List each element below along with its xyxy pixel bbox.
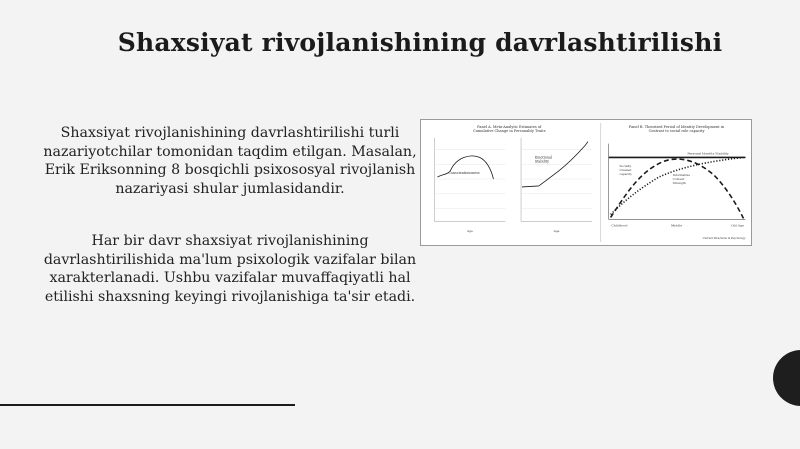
socially-created-label-3: capacity [619,172,632,177]
context-strength-label-1: Informative [672,173,690,178]
emotional-stability-label-1: Emotional [534,155,553,160]
socially-created-label-1: Socially [619,164,632,169]
panel-a-left-plot [434,138,505,233]
context-strength-label-3: Strength [672,180,686,185]
panel-b-title-2: Contrast to social role capacity [648,128,705,133]
figure-footer: Current Directions in Psychology [702,237,746,241]
panel-a-right-plot [521,138,592,233]
slide-title: Shaxsiyat rivojlanishining davrlashtirilishi [117,28,723,57]
x-tick-middle: Middle [671,223,683,228]
identity-stability-label: Personal Identity Stability [687,151,729,156]
emotional-stability-label-2: Stability [534,159,549,164]
x-tick-childhood: Childhood [611,223,628,228]
panel-a-title-1: Panel A. Meta-Analytic Estimates of [477,124,542,129]
conscientiousness-label: Conscientiousness [448,171,480,176]
panel-b-plot [609,144,746,240]
intro-paragraph: Shaxsiyat rivojlanishining davrlashtirilishi turli nazariyotchilar tomonidan taqdim etilgan. Masalan, Erik Eriksonning 8 bosqichli psixososyal rivojlanish nazariyasi shular jumlasidandir. [43,125,417,197]
context-strength-label-2: Context [672,177,685,182]
personality-development-figure [420,119,752,246]
right-x-axis-label: Age [553,229,560,234]
conscientiousness-line [437,156,493,179]
panel-a-title-2: Cumulative Change in Personality Traits [472,128,546,133]
left-x-axis-label: Age [466,229,473,234]
tasks-paragraph: Har bir davr shaxsiyat rivojlanishining davrlashtirilishida ma'lum psixologik vazifalar bilan xarakterlanadi. Ushbu vazifalar muvaffaqiyatli hal etilishi shaxsning keyingi rivojlanishiga ta'sir etadi. [43,233,417,305]
figure-svg [421,120,751,245]
panel-b-title-1: Panel B. Theorized Period of Identity Development in [628,124,725,129]
decorative-circle [773,350,800,406]
socially-created-label-2: Created [619,168,632,173]
bottom-divider-line [0,404,295,406]
x-tick-old-age: Old Age [731,223,744,228]
